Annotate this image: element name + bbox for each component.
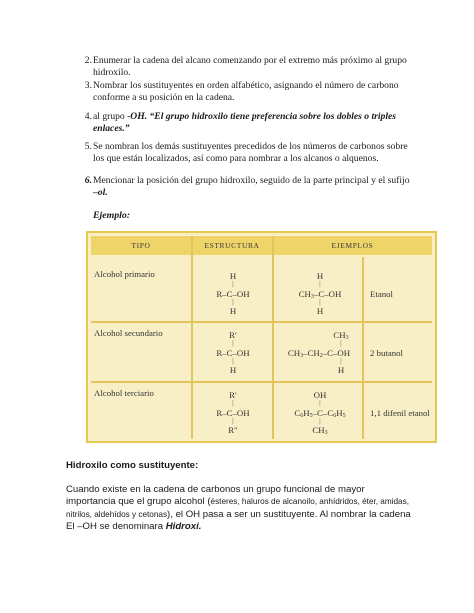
- row-divider: [91, 381, 432, 383]
- struct-top: R′: [229, 330, 237, 340]
- example-mid: $CH_3-C-OH$: [298, 289, 342, 300]
- alcohol-table: [86, 231, 437, 443]
- bond-line: |: [232, 339, 234, 347]
- example-top: $CH_3$: [333, 330, 349, 341]
- bond-line: |: [340, 357, 342, 365]
- header-ejemplos: EJEMPLOS: [331, 241, 374, 250]
- bond-line: |: [232, 399, 234, 407]
- example-top: H: [316, 271, 324, 281]
- item-number: 6.: [84, 175, 92, 186]
- struct-mid: R–C–OH: [216, 289, 250, 299]
- table-cell-tipo: Alcohol primario: [94, 269, 155, 279]
- item-text: Nombrar los sustituyentes en orden alfabético, asignando el número de carbono conforme a su posición en la cadena.: [93, 80, 399, 104]
- example-mid: $CH_3-CH_2-C-OH$: [287, 348, 351, 359]
- bond-line: |: [232, 417, 234, 425]
- table-cell-tipo: Alcohol terciario: [94, 388, 154, 398]
- item-number: 5.: [84, 141, 92, 152]
- item-suffix: –ol.: [93, 187, 108, 199]
- example-top: OH: [313, 390, 327, 400]
- bond-line: |: [232, 298, 234, 306]
- item-quote: . “El grupo hidroxilo tiene preferencia sobre los dobles o triples enlaces.”: [93, 111, 397, 135]
- header-estructura: ESTRUCTURA: [204, 241, 260, 250]
- bond-line: |: [340, 339, 342, 347]
- struct-bot: H: [229, 365, 237, 375]
- header-tipo: TIPO: [131, 241, 151, 250]
- bond-line: |: [319, 417, 321, 425]
- bond-line: |: [232, 357, 234, 365]
- table-header: [91, 236, 432, 255]
- item-number: 4.: [84, 111, 92, 122]
- row-divider: [91, 321, 432, 323]
- item-number: 3.: [84, 80, 92, 91]
- example-bot: H: [337, 365, 345, 375]
- item-body: Mencionar la posición del grupo hidroxilo, seguido de la parte principal y el sufijo: [93, 175, 410, 186]
- table-cell-tipo: Alcohol secundario: [94, 328, 163, 338]
- paragraph-emphasis: Hidroxi.: [165, 521, 202, 533]
- paragraph-text: ), el OH pasa a ser un sustituyente. Al nombrar la cadena El –OH se denominara: [66, 508, 411, 533]
- bond-line: |: [232, 280, 234, 288]
- compound-name: 1,1 difenil etanol: [370, 408, 430, 418]
- item-text: Se nombran los demás sustituyentes precedidos de los números de carbonos sobre los que están localizados, así como para nombrar a los alcanos o alquenos.: [93, 141, 408, 165]
- example-label: Ejemplo:: [93, 210, 131, 221]
- bond-line: |: [319, 399, 321, 407]
- struct-bot: R″: [228, 425, 238, 435]
- paragraph-text: Cuando existe en la cadena de carbonos un grupo funcional de mayor importancia que el grupo alcohol (: [66, 484, 365, 508]
- item-highlight: -OH: [127, 111, 145, 122]
- item-text: Enumerar la cadena del alcano comenzando por el extremo más próximo al grupo hidroxilo.: [93, 55, 407, 79]
- section-paragraph: [66, 484, 416, 534]
- column-divider: [191, 236, 193, 439]
- struct-bot: H: [229, 306, 237, 316]
- example-bot: $CH_3$: [312, 425, 328, 436]
- item-text: [93, 111, 413, 135]
- bond-line: |: [319, 298, 321, 306]
- example-bot: H: [316, 306, 324, 316]
- paragraph-examples: ésteres, haluros de alcanoilo, anhídridos, éter, amidas, nitrilos, aldehídos y cetonas: [66, 497, 409, 519]
- section-title: Hidroxilo como sustituyente:: [66, 460, 199, 471]
- compound-name: Etanol: [370, 289, 393, 299]
- struct-mid: R–C–OH: [216, 348, 250, 358]
- bond-line: |: [319, 280, 321, 288]
- item-text: [93, 175, 413, 199]
- struct-top: H: [229, 271, 237, 281]
- item-lead: al grupo: [93, 111, 128, 122]
- item-number: 2.: [84, 55, 92, 66]
- compound-name: 2 butanol: [370, 348, 403, 358]
- struct-mid: R–C–OH: [216, 408, 250, 418]
- struct-top: R′: [229, 390, 237, 400]
- example-mid: $C_6H_5-C-C_6H_5$: [294, 408, 346, 419]
